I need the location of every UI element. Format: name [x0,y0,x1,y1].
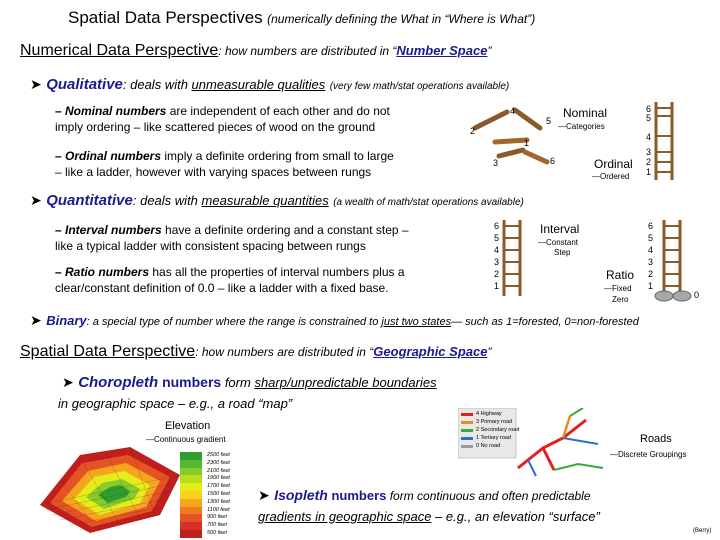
elevation-legend-item [180,460,230,468]
scatter-num-6: 6 [550,156,556,166]
spatial-desc-prefix: : how numbers are distributed in “ [195,345,374,359]
elevation-legend-label: 2300 feet [207,459,230,466]
ordinal-description [55,148,394,180]
ratio-ladder-illustration [652,220,700,306]
isopleth-line2 [258,508,600,526]
scattered-sticks-illustration [465,100,575,170]
nominal-term: – Nominal numbers [55,104,167,118]
credit: (Berry) [693,528,712,534]
choropleth-line2: in geographic space – e.g., a road “map” [58,396,293,411]
roads-legend [461,410,519,450]
binary-line [30,312,639,330]
page-title [68,8,535,28]
arrow-bullet-icon: ➤ [258,487,270,503]
arrow-bullet-icon: ➤ [30,192,42,208]
spatial-desc-suffix: ” [487,345,492,359]
numerical-heading: Numerical Data Perspective [20,42,219,59]
binary-desc-link: just two states [381,316,452,328]
choropleth-line [62,374,437,392]
interval-num-5: 5 [494,233,500,243]
elevation-legend-item [180,491,230,499]
ratio-label: Ratio [606,268,635,282]
elevation-swatch [180,468,202,476]
categories-label: —Categories [558,122,605,131]
elevation-surface-illustration [40,445,180,535]
qualitative-desc-link: unmeasurable qualities [191,77,326,92]
fixed-label: —Fixed [604,284,632,293]
scatter-num-5: 5 [546,116,552,126]
roads-swatch [461,429,473,432]
scatter-num-4: 4 [510,106,516,116]
elevation-legend-label: 2100 feet [207,467,230,474]
isopleth-suffix: – e.g., an elevation “surface” [431,509,600,524]
roads-legend-item [461,442,519,450]
elevation-swatch [180,507,202,515]
ratio-num-2: 2 [648,269,654,279]
roads-legend-item [461,410,519,418]
roads-legend-label: 1 Tertiary road [476,435,512,441]
ratio-num-3: 3 [648,257,654,267]
numerical-heading-line [20,42,491,60]
roads-swatch [461,445,473,448]
isopleth-line [258,487,591,505]
elevation-legend [180,452,230,538]
roads-sub: —Discrete Groupings [610,450,687,459]
ordinal-num-3: 3 [646,147,652,157]
arrow-bullet-icon: ➤ [30,312,42,328]
elevation-swatch [180,530,202,538]
elevation-legend-item [180,499,230,507]
elevation-legend-item [180,514,230,522]
interval-ladder-illustration [500,220,524,296]
elevation-swatch [180,475,202,483]
elevation-legend-label: 500 feet [207,529,227,536]
elevation-legend-item [180,452,230,460]
elevation-legend-label: 1700 feet [207,483,230,490]
isopleth-term-rest: numbers [327,488,387,503]
roads-swatch [461,437,473,440]
number-space-link: Number Space [396,43,488,58]
quantitative-desc-link: measurable quantities [201,193,329,208]
roads-legend-item [461,426,519,434]
interval-num-1: 1 [494,281,500,291]
ratio-num-1: 1 [648,281,654,291]
interval-num-3: 3 [494,257,500,267]
elevation-legend-item [180,468,230,476]
roads-swatch [461,413,473,416]
quantitative-desc-prefix: : deals with [132,193,202,208]
scatter-num-2: 2 [470,126,476,136]
elevation-title: Elevation [165,420,211,432]
quantitative-term: Quantitative [46,192,133,209]
step-label: Step [554,248,571,257]
qualitative-desc-prefix: : deals with [122,77,192,92]
elevation-legend-item [180,475,230,483]
title-main: Spatial Data Perspectives [68,8,263,27]
roads-title: Roads [640,433,672,445]
roads-swatch [461,421,473,424]
elevation-swatch [180,452,202,460]
interval-description [55,222,409,254]
roads-legend-label: 3 Primary road [476,419,513,425]
qualitative-note: (very few math/stat operations available) [329,81,510,92]
nominal-label: Nominal [563,106,608,120]
ratio-num-5: 5 [648,233,654,243]
scatter-num-3: 3 [493,158,499,168]
elevation-legend-item [180,522,230,530]
spatial-heading-line [20,343,491,361]
quantitative-line [30,192,524,210]
choropleth-desc-prefix: form [221,375,255,390]
elevation-swatch [180,499,202,507]
scatter-num-1: 1 [524,138,530,148]
ordinal-num-1: 1 [646,167,652,177]
geographic-space-link: Geographic Space [373,344,488,359]
interval-label: Interval [540,222,580,236]
roads-legend-label: 2 Secondary road [476,427,520,433]
interval-line2: like a typical ladder with consistent spacing between rungs [55,239,366,253]
ordinal-num-2: 2 [646,157,652,167]
nominal-line2: imply ordering – like scattered pieces of wood on the ground [55,120,376,134]
nominal-rest: are independent of each other and do not [166,104,390,118]
choropleth-term-rest: numbers [158,374,222,390]
binary-desc-suffix: — such as 1=forested, 0=non-forested [451,316,639,328]
ordinal-line2: – like a ladder, however with varying spaces between rungs [55,165,372,179]
ratio-term: – Ratio numbers [55,265,150,279]
nominal-description [55,103,390,135]
ordinal-term: – Ordinal numbers [55,149,162,163]
qualitative-term: Qualitative [46,76,123,93]
choropleth-desc-link: sharp/unpredictable boundaries [254,375,437,390]
elevation-sub: —Continuous gradient [146,435,226,444]
elevation-legend-item [180,483,230,491]
isopleth-link: gradients in geographic space [258,509,432,524]
elevation-legend-label: 1900 feet [207,475,230,482]
elevation-legend-label: 1500 feet [207,490,230,497]
arrow-bullet-icon: ➤ [62,374,74,390]
ratio-num-0: 0 [694,290,700,300]
ratio-num-4: 4 [648,245,654,255]
ratio-line2: clear/constant definition of 0.0 – like a ladder with a fixed base. [55,281,389,295]
interval-num-2: 2 [494,269,500,279]
elevation-swatch [180,491,202,499]
elevation-swatch [180,483,202,491]
ordinal-rest: imply a definite ordering from small to large [161,149,394,163]
elevation-legend-label: 700 feet [207,522,227,529]
numerical-desc-prefix: : how numbers are distributed in “ [218,44,397,58]
elevation-legend-label: 1100 feet [207,506,230,513]
quantitative-note: (a wealth of math/stat operations available) [333,197,524,208]
binary-term: Binary [46,313,87,328]
binary-desc: : a special type of number where the range is constrained to [86,316,382,328]
elevation-swatch [180,514,202,522]
isopleth-term: Isopleth [274,487,328,503]
ratio-description [55,264,405,296]
interval-num-6: 6 [494,221,500,231]
elevation-swatch [180,460,202,468]
interval-rest: have a definite ordering and a constant step – [161,223,409,237]
elevation-legend-item [180,507,230,515]
roads-legend-label: 0 No road [476,443,501,449]
ratio-num-6: 6 [648,221,654,231]
ratio-rest: has all the properties of interval numbers plus a [149,265,405,279]
choropleth-term: Choropleth [78,374,159,391]
ordinal-ladder-illustration [652,102,676,180]
elevation-swatch [180,522,202,530]
interval-num-4: 4 [494,245,500,255]
interval-term: – Interval numbers [55,223,162,237]
elevation-legend-label: 2500 feet [207,452,230,458]
isopleth-desc-prefix: form continuous and often predictable [386,489,591,503]
ordered-label: —Ordered [592,172,630,181]
roads-legend-label: 4 Highway [476,411,502,417]
elevation-legend-label: 1300 feet [207,498,230,505]
spatial-heading: Spatial Data Perspective [20,343,196,360]
ordinal-label: Ordinal [594,157,633,171]
ordinal-num-4: 4 [646,132,652,142]
zero-text-label: Zero [612,295,629,304]
ordinal-num-6: 6 [646,104,652,114]
roads-legend-item [461,434,519,442]
qualitative-line [30,76,509,94]
title-sub: (numerically defining the What in “Where is What”) [267,12,536,26]
elevation-legend-label: 900 feet [207,514,227,521]
numerical-desc-suffix: ” [487,44,492,58]
elevation-legend-item [180,530,230,538]
arrow-bullet-icon: ➤ [30,76,42,92]
ordinal-num-5: 5 [646,113,652,123]
constant-step-label: —Constant [538,238,579,247]
roads-legend-item [461,418,519,426]
